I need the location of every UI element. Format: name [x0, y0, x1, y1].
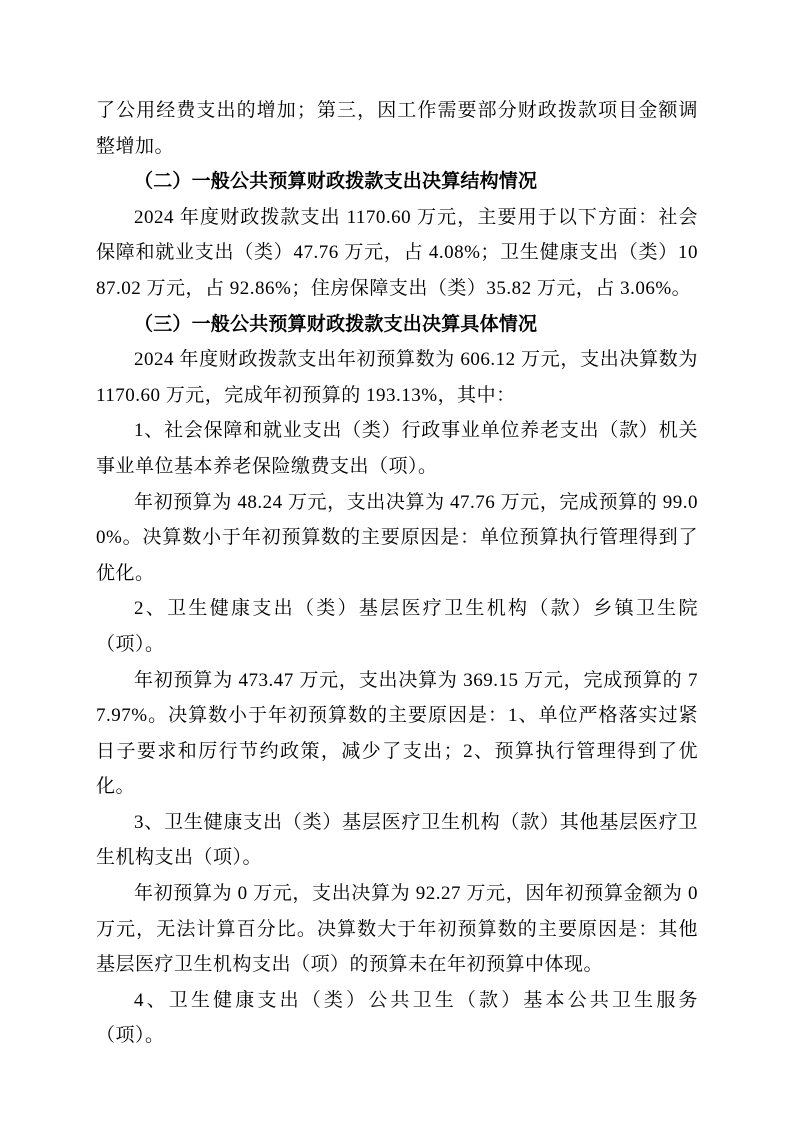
paragraph-item-3-title: 3、卫生健康支出（类）基层医疗卫生机构（款）其他基层医疗卫生机构支出（项）。: [96, 811, 698, 869]
paragraph-item-2-title: 2、卫生健康支出（类）基层医疗卫生机构（款）乡镇卫生院（项）。: [96, 598, 698, 655]
section-heading-3: （三）一般公共预算财政拨款支出决算具体情况: [134, 313, 538, 335]
paragraph-item-1-title: 1、社会保障和就业支出（类）行政事业单位养老支出（款）机关事业单位基本养老保险缴费支出（项）。: [96, 420, 698, 477]
paragraph-item-2-detail: 年初预算为 473.47 万元，支出决算为 369.15 万元，完成预算的 77.97%。决算数小于年初预算数的主要原因是：1、单位严格落实过紧日子要求和厉行节约政策，减少了支出；2、预算执行管理得到了优化。: [96, 669, 698, 798]
paragraph-item-1-detail: 年初预算为 48.24 万元，支出决算为 47.76 万元，完成预算的 99.00%。决算数小于年初预算数的主要原因是：单位预算执行管理得到了优化。: [96, 491, 698, 584]
section-heading-2: （二）一般公共预算财政拨款支出决算结构情况: [134, 171, 538, 193]
paragraph-item-4-title: 4、卫生健康支出（类）公共卫生（款）基本公共卫生服务（项）。: [96, 989, 698, 1047]
paragraph-item-3-detail: 年初预算为 0 万元，支出决算为 92.27 万元，因年初预算金额为 0 万元，无法计算百分比。决算数大于年初预算数的主要原因是：其他基层医疗卫生机构支出（项）的预算未在年初预算中体现。: [96, 883, 698, 976]
paragraph-detail-overview: 2024 年度财政拨款支出年初预算数为 606.12 万元，支出决算数为 1170.60 万元，完成年初预算的 193.13%，其中：: [96, 349, 698, 406]
paragraph-structure-overview: 2024 年度财政拨款支出 1170.60 万元，主要用于以下方面：社会保障和就业支出（类）47.76 万元，占 4.08%；卫生健康支出（类）1087.02 万元，占 92.86%；住房保障支出（类）35.82 万元，占 3.06%。: [96, 206, 698, 299]
paragraph-continuation: 了公用经费支出的增加；第三，因工作需要部分财政拨款项目金额调整增加。: [96, 100, 698, 157]
